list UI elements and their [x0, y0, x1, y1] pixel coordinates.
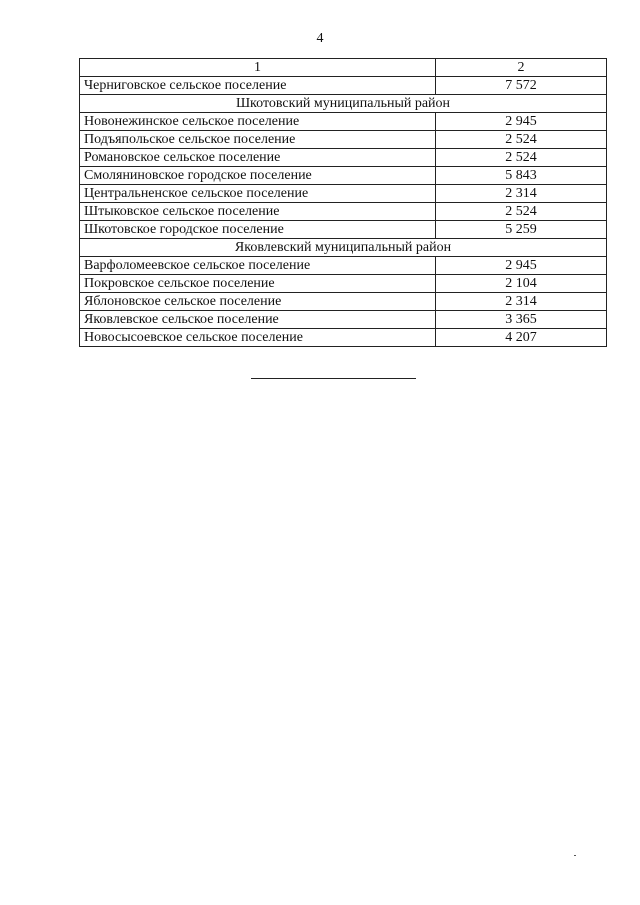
settlement-name: Штыковское сельское поселение: [80, 203, 436, 221]
table-header-row: [80, 59, 607, 77]
settlement-name: Покровское сельское поселение: [80, 275, 436, 293]
settlement-name: Подъяпольское сельское поселение: [80, 131, 436, 149]
settlement-value: 2 314: [436, 185, 607, 203]
settlement-value: 2 524: [436, 203, 607, 221]
column-header-2: 2: [436, 59, 607, 77]
settlement-name: Новонежинское сельское поселение: [80, 113, 436, 131]
settlement-value: 3 365: [436, 311, 607, 329]
scan-mark: [574, 855, 576, 856]
settlement-value: 5 259: [436, 221, 607, 239]
settlement-value: 2 945: [436, 113, 607, 131]
table-row: [80, 329, 607, 347]
table-row: [80, 311, 607, 329]
column-header-1: 1: [80, 59, 436, 77]
settlement-name: Смоляниновское городское поселение: [80, 167, 436, 185]
settlement-value: 2 314: [436, 293, 607, 311]
page-number: 4: [316, 31, 324, 46]
table-row: [80, 221, 607, 239]
settlement-value: 2 524: [436, 131, 607, 149]
settlement-name: Яблоновское сельское поселение: [80, 293, 436, 311]
settlement-name: Центральненское сельское поселение: [80, 185, 436, 203]
table-row: [80, 131, 607, 149]
table-row: [80, 257, 607, 275]
settlement-name: Новосысоевское сельское поселение: [80, 329, 436, 347]
settlement-value: 4 207: [436, 329, 607, 347]
table-row: [80, 149, 607, 167]
settlement-table: [79, 58, 607, 347]
settlement-name: Варфоломеевское сельское поселение: [80, 257, 436, 275]
district-name: Яковлевский муниципальный район: [80, 239, 607, 257]
table-body: [80, 59, 607, 347]
table-row: [80, 203, 607, 221]
settlement-value: 5 843: [436, 167, 607, 185]
end-divider-line: [251, 378, 416, 379]
settlement-name: Яковлевское сельское поселение: [80, 311, 436, 329]
table-row: [80, 167, 607, 185]
settlement-name: Романовское сельское поселение: [80, 149, 436, 167]
settlement-value: 2 104: [436, 275, 607, 293]
settlement-value: 7 572: [436, 77, 607, 95]
settlement-value: 2 945: [436, 257, 607, 275]
settlement-name: Шкотовское городское поселение: [80, 221, 436, 239]
settlement-value: 2 524: [436, 149, 607, 167]
district-name: Шкотовский муниципальный район: [80, 95, 607, 113]
district-header-row: [80, 239, 607, 257]
table-row: [80, 113, 607, 131]
table-row: [80, 77, 607, 95]
table-row: [80, 185, 607, 203]
table-row: [80, 275, 607, 293]
table-row: [80, 293, 607, 311]
district-header-row: [80, 95, 607, 113]
settlement-name: Черниговское сельское поселение: [80, 77, 436, 95]
